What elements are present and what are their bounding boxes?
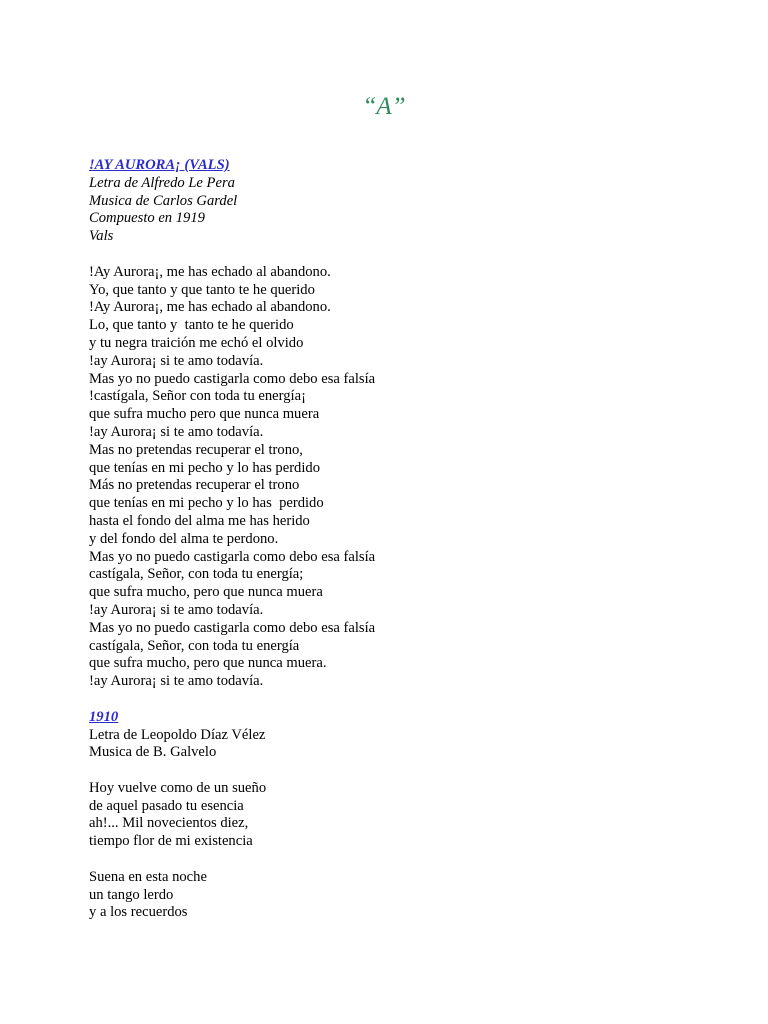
lyric-line: hasta el fondo del alma me has herido <box>89 512 310 529</box>
lyric-line: que tenías en mi pecho y lo has perdido <box>89 459 321 476</box>
lyric-line: Mas no pretendas recuperar el trono, <box>89 441 303 458</box>
lyric-line: que sufra mucho, pero que nunca muera <box>89 584 323 601</box>
stanza-gap <box>89 762 729 780</box>
lyric-line: Mas yo no puedo castigarla como debo esa falsía <box>89 548 376 565</box>
song-composed-year: Compuesto en 1919 <box>89 210 205 227</box>
lyric-line: Más no pretendas recuperar el trono <box>89 477 300 494</box>
lyric-line: Mas yo no puedo castigarla como debo esa falsía <box>89 370 376 387</box>
song-gap <box>89 691 729 709</box>
lyric-line: !ay Aurora¡ si te amo todavía. <box>89 352 264 369</box>
song-title: !AY AURORA¡ (VALS) <box>89 157 230 173</box>
song-composer: Musica de B. Galvelo <box>89 744 217 761</box>
lyric-line: Lo, que tanto y tanto te he querido <box>89 317 294 334</box>
lyric-line: un tango lerdo <box>89 886 174 903</box>
lyric-line: tiempo flor de mi existencia <box>89 833 253 850</box>
stanza-gap <box>89 246 729 264</box>
lyric-line: !ay Aurora¡ si te amo todavía. <box>89 423 264 440</box>
stanza-gap <box>89 851 729 869</box>
lyric-line: !ay Aurora¡ si te amo todavía. <box>89 673 264 690</box>
song-genre: Vals <box>89 228 114 245</box>
song-1910 <box>89 709 729 923</box>
lyric-line: castígala, Señor, con toda tu energía; <box>89 566 304 583</box>
lyric-line: de aquel pasado tu esencia <box>89 797 244 814</box>
song-content <box>89 157 729 922</box>
lyric-line: castígala, Señor, con toda tu energía <box>89 637 300 654</box>
lyric-line: !ay Aurora¡ si te amo todavía. <box>89 601 264 618</box>
song-lyricist: Letra de Leopoldo Díaz Vélez <box>89 726 266 743</box>
lyric-line: que sufra mucho pero que nunca muera <box>89 406 320 423</box>
song-ay-aurora <box>89 157 729 691</box>
song-title: 1910 <box>89 708 119 725</box>
song-composer: Musica de Carlos Gardel <box>89 192 238 209</box>
song-lyricist: Letra de Alfredo Le Pera <box>89 174 235 191</box>
lyric-line: que sufra mucho, pero que nunca muera. <box>89 655 327 672</box>
lyric-line: !castígala, Señor con toda tu energía¡ <box>89 388 306 405</box>
lyric-line: ah!... Mil novecientos diez, <box>89 815 249 832</box>
lyric-line: y tu negra traición me echó el olvido <box>89 334 304 351</box>
lyric-line: Hoy vuelve como de un sueño <box>89 779 267 796</box>
lyric-line: Suena en esta noche <box>89 868 207 885</box>
lyric-line: y del fondo del alma te perdono. <box>89 530 279 547</box>
lyric-line: que tenías en mi pecho y lo has perdido <box>89 495 324 512</box>
section-letter-heading: “A” <box>362 93 406 120</box>
lyric-line: y a los recuerdos <box>89 904 188 921</box>
lyric-line: Mas yo no puedo castigarla como debo esa falsía <box>89 619 376 636</box>
lyric-line: !Ay Aurora¡, me has echado al abandono. <box>89 299 331 316</box>
lyric-line: !Ay Aurora¡, me has echado al abandono. <box>89 263 331 280</box>
lyric-line: Yo, que tanto y que tanto te he querido <box>89 281 315 298</box>
